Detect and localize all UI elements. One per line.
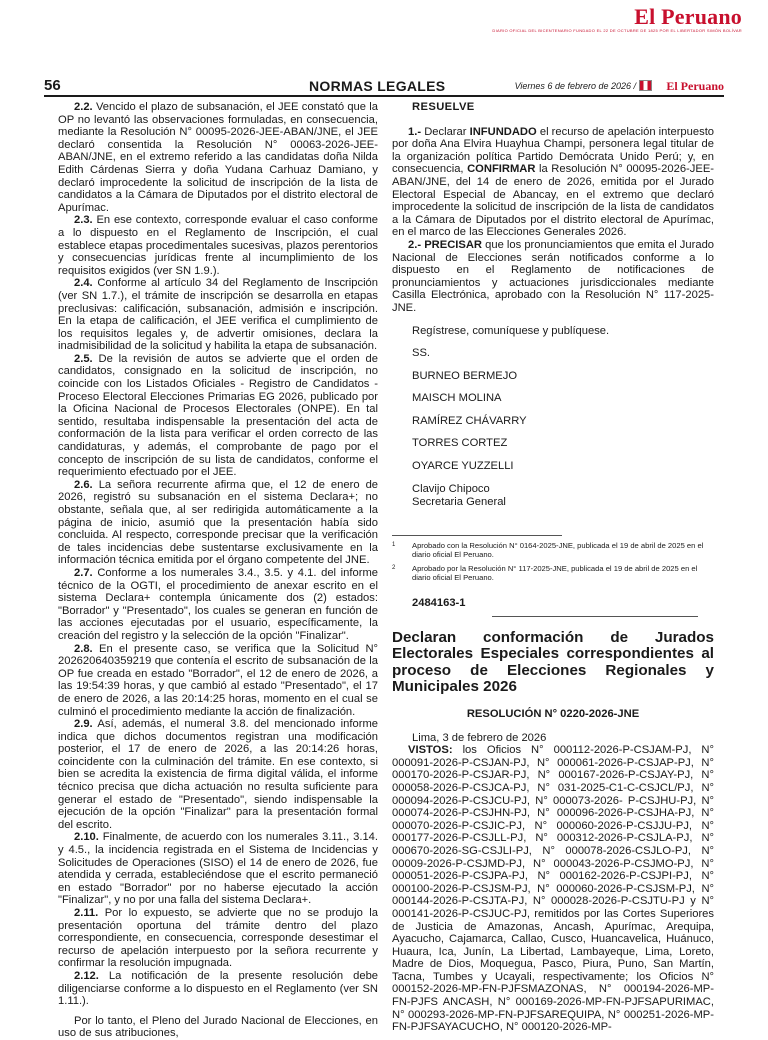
signatory: MAISCH MOLINA — [412, 392, 502, 405]
page-header — [44, 77, 724, 97]
secretary-name: Clavijo Chipoco — [412, 482, 490, 495]
place-date: Lima, 3 de febrero de 2026 — [412, 731, 547, 744]
ss-label: SS. — [412, 347, 431, 360]
issue-date: Viernes 6 de febrero de 2026 / — [514, 81, 636, 91]
masthead-tagline: DIARIO OFICIAL DEL BICENTENARIO FUNDADO EL 22 DE OCTUBRE DE 1825 POR EL LIBERTADOR SIMÓN BOLÍVAR — [492, 28, 742, 33]
signatory: OYARCE YUZZELLI — [412, 460, 514, 473]
registration-number: 2484163-1 — [412, 597, 466, 610]
paragraph-2-2: 2.2. Vencido el plazo de subsanación, el JEE constató que la OP no levantó las observaciones formuladas, en consecuencia, mediante la Resolución N° 00095-2026-JEE-ABAN/JNE, el JEE declaró consentida la Resolución N° 00063-2026-JEE-ABAN/JNE, en el extremo referido a las candidatas doña Nilda Edith Cárdenas Sierra y doña Yudana Carhuaz Damiano, y declaró improcedente la solicitud de inscripción de la lista de candidatos a la Cámara de Diputados por el distrito electoral de Apurímac. — [58, 101, 378, 214]
footnote: 1 Aprobado con la Resolución N° 0164-2025-JNE, publicada el 19 de abril de 2025 en el diario oficial El Peruano. — [392, 540, 704, 560]
right-column — [392, 101, 714, 1034]
secretary-title: Secretaria General — [412, 495, 506, 508]
paragraph-2-4: 2.4. Conforme al artículo 34 del Reglamento de Inscripción (ver SN 1.7.), el trámite de inscripción se desarrolla en etapas preclusivas: calificación, subsanación, admisión e inscripción. En la etapa de calificación, el JEE verifica el cumplimiento de los requisitos legales y, de advertir omisiones, declara la inadmisibilidad de la solicitud y habilita la etapa de subsanación. — [58, 277, 379, 353]
peru-flag-icon — [639, 80, 652, 91]
resolution-title: RESOLUCIÓN N° 0220-2026-JNE — [466, 708, 640, 720]
paragraph-2-12: 2.12. La notificación de la presente resolución debe diligenciarse conforme a lo dispuesto en el Reglamento (ver SN 1.11.). — [58, 969, 379, 1008]
article-headline: Declaran conformación de Jurados Electorales Especiales correspondientes al proceso de Elecciones Regionales y Municipales 2026 — [392, 628, 714, 696]
footnote-rule — [392, 535, 562, 536]
closing-formula: Regístrese, comuníquese y publíquese. — [412, 324, 610, 337]
resolution-point-2: 2.- PRECISAR que los pronunciamientos que emita el Jurado Nacional de Elecciones serán notificados conforme a lo dispuesto en el Reglamento de notificaciones de pronunciamientos y actuaciones jurisdiccionales mediante Casilla Electrónica, aprobado con la Resolución N° 117-2025-JNE. — [392, 238, 715, 314]
masthead — [492, 6, 742, 33]
signature-block — [392, 325, 714, 509]
page-number: 56 — [44, 77, 61, 94]
signatory: BURNEO BERMEJO — [412, 369, 518, 382]
section-title: NORMAS LEGALES — [309, 78, 446, 94]
paragraph-closing: Por lo tanto, el Pleno del Jurado Nacional de Elecciones, en uso de sus atribuciones, — [58, 1014, 378, 1040]
paragraph-2-9: 2.9. Así, además, el numeral 3.8. del mencionado informe indica que dichos documentos registran una modificación posterior, el 17 de enero de 2026, a las 20:14:26 horas, coincidente con la culminación del trámite. En ese contexto, si bien se acredita la existencia de firma digital válida, el informe técnico precisa que dicha actuación no resulta suficiente para generar el estado de "Presentado", siendo indispensable la ejecución de la opción "Finalizar" para la presentación formal del escrito. — [58, 718, 378, 831]
signatory: RAMÍREZ CHÁVARRY — [412, 414, 527, 427]
vistos-paragraph: VISTOS: los Oficios N° 000112-2026-P-CSJAM-PJ, N° 000091-2026-P-CSJAN-PJ, N° 000061-2026-P-CSJAP-PJ, N° 000170-2026-P-CSJAR-PJ, N° 000167-2026-P-CSJAY-PJ, N° 000058-2026-P-CSJCA-PJ, N° 031-2025-C1-C-CSJCL/PJ, N° 000094-2026-P-CSJCU-PJ, N° 000073-2026- P-CSJHU-PJ, N° 000074-2026-P-CSJHN-PJ, N° 000096-2026-P-CSJHA-PJ, N° 000070-2026-P-CSJIC-PJ, N° 000060-2026-P-CSJJU-PJ, N° 000177-2026-P-CSJLL-PJ, N° 000312-2026-P-CSJLA-PJ, N° 000670-2026-SG-CSJLI-PJ, N° 000078-2026-CSJLO-PJ, N° 00009-2026-P-CSJMD-PJ, N° 000043-2026-P-CSJMO-PJ, N° 000051-2026-P-CSJPA-PJ, N° 000162-2026-P-CSJPI-PJ, N° 000100-2026-P-CSJSM-PJ, N° 000060-2026-P-CSJSM-PJ, N° 000144-2026-P-CSJTA-PJ, N° 000028-2026-P-CSJTU-PJ y N° 000141-2026-P-CSJUC-PJ, remitidos por las Cortes Superiores de Justicia de Amazonas, Ancash, Apurímac, Arequipa, Ayacucho, Cajamarca, Callao, Cusco, Huancavelica, Huánuco, Huaura, Ica, Junín, La Libertad, Lambayeque, Lima, Loreto, Madre de Dios, Moquegua, Pasco, Piura, Puno, San Martín, Tacna, Tumbes y Ucayali, respectivamente; los Oficios N° 000152-2026-MP-FN-PJFSMAZONAS, N° 000194-2026-MP-FN-PJFS ANCASH, N° 000169-2026-MP-FN-PJFSAPURIMAC, N° 000293-2026-MP-FN-PJFSAREQUIPA, N° 000251-2026-MP-FN-PJFSAYACUCHO, N° 000120-2026-MP- — [392, 744, 714, 1034]
paragraph-2-8: 2.8. En el presente caso, se verifica que la Solicitud N° 202620640359219 que contenía el escrito de subsanación de la OP fue creada en estado "Borrador", el 12 de enero de 2026, a las 19:54:39 horas, y que cambió al estado "Presentado", el 17 de enero de 2026, a las 20:14:25 horas, momento en el cual se culminó el procedimiento mediante la acción de finalización. — [58, 642, 379, 718]
resuelve-heading: RESUELVE — [412, 101, 475, 113]
masthead-logo: El Peruano — [634, 4, 742, 29]
signatory: TORRES CORTEZ — [412, 437, 508, 450]
footnote: 2 Aprobado por la Resolución N° 117-2025-JNE, publicada el 19 de abril de 2025 en el diario oficial El Peruano. — [392, 563, 698, 583]
left-column — [58, 101, 378, 1040]
paragraph-2-5: 2.5. De la revisión de autos se advierte que el orden de candidatos, consignado en la solicitud de inscripción, no coincide con los Listados Oficiales - Registro de Candidatos - Proceso Electoral Elecciones Primarias EG 2026, publicado por la Oficina Nacional de Procesos Electorales (ONPE). En tal sentido, resultaba indispensable la presentación del acta de conformación de la lista para verificar el orden correcto de las candidaturas, y además, el comprobante de pago por el concepto de inscripción de su lista de candidatos, conforme el requerimiento efectuado por el JEE. — [58, 352, 379, 479]
paragraph-2-3: 2.3. En ese contexto, corresponde evaluar el caso conforme a lo dispuesto en el Reglamento de Inscripción, el cual establece etapas procedimentales sucesivas, plazos perentorios y consecuencias jurídicas frente al incumplimiento de los requisitos exigidos (ver SN 1.9.). — [58, 214, 378, 277]
resolution-point-1: 1.- Declarar INFUNDADO el recurso de apelación interpuesto por doña Ana Elvira Huayhua Champi, personera legal titular de la organización política Partido Demócrata Unido Perú; y, en consecuencia, CONFIRMAR la Resolución N° 00095-2026-JEE-ABAN/JNE, del 14 de enero de 2026, emitida por el Jurado Electoral Especial de Abancay, en el extremo que declaró improcedente la solicitud de inscripción de la lista de candidatos a la Cámara de Diputados por el distrito electoral de Apurímac, en el marco de las Elecciones Generales 2026. — [392, 125, 715, 239]
paragraph-2-7: 2.7. Conforme a los numerales 3.4., 3.5. y 4.1. del informe técnico de la OGTI, el procedimiento de anexar escrito en el sistema Declara+ contempla únicamente dos (2) estados: "Borrador" y "Presentado", los cuales se generan en función de las acciones ejecutadas por el usuario, específicamente, la creación del registro y la selección de la opción "Finalizar". — [58, 566, 378, 642]
separator-rule — [492, 616, 698, 617]
paragraph-2-6: 2.6. La señora recurrente afirma que, el 12 de enero de 2026, registró su subsanación en el sistema Declara+; no obstante, señala que, al ser redirigida automáticamente a la página de inicio, asumió que la presentación había sido concluida. Al respecto, corresponde precisar que la verificación de tales incidencias debe sustentarse exclusivamente en la información técnica emitida por el órgano competente del JNE. — [58, 478, 379, 567]
paragraph-2-11: 2.11. Por lo expuesto, se advierte que no se produjo la presentación oportuna del trámite dentro del plazo correspondiente, en consecuencia, corresponde desestimar el recurso de apelación interpuesto por la señora recurrente y confirmar la resolución impugnada. — [58, 907, 378, 970]
header-brand: El Peruano — [666, 79, 724, 93]
paragraph-2-10: 2.10. Finalmente, de acuerdo con los numerales 3.11., 3.14. y 4.5., la incidencia registrada en el Sistema de Incidencias y Solicitudes de Operaciones (SISO) el 14 de enero de 2026, fue atendida y cerrada, estableciéndose que el escrito permaneció en estado "Borrador" por no haberse ejecutado la acción "Finalizar", y no por una falla del sistema Declara+. — [58, 831, 379, 907]
